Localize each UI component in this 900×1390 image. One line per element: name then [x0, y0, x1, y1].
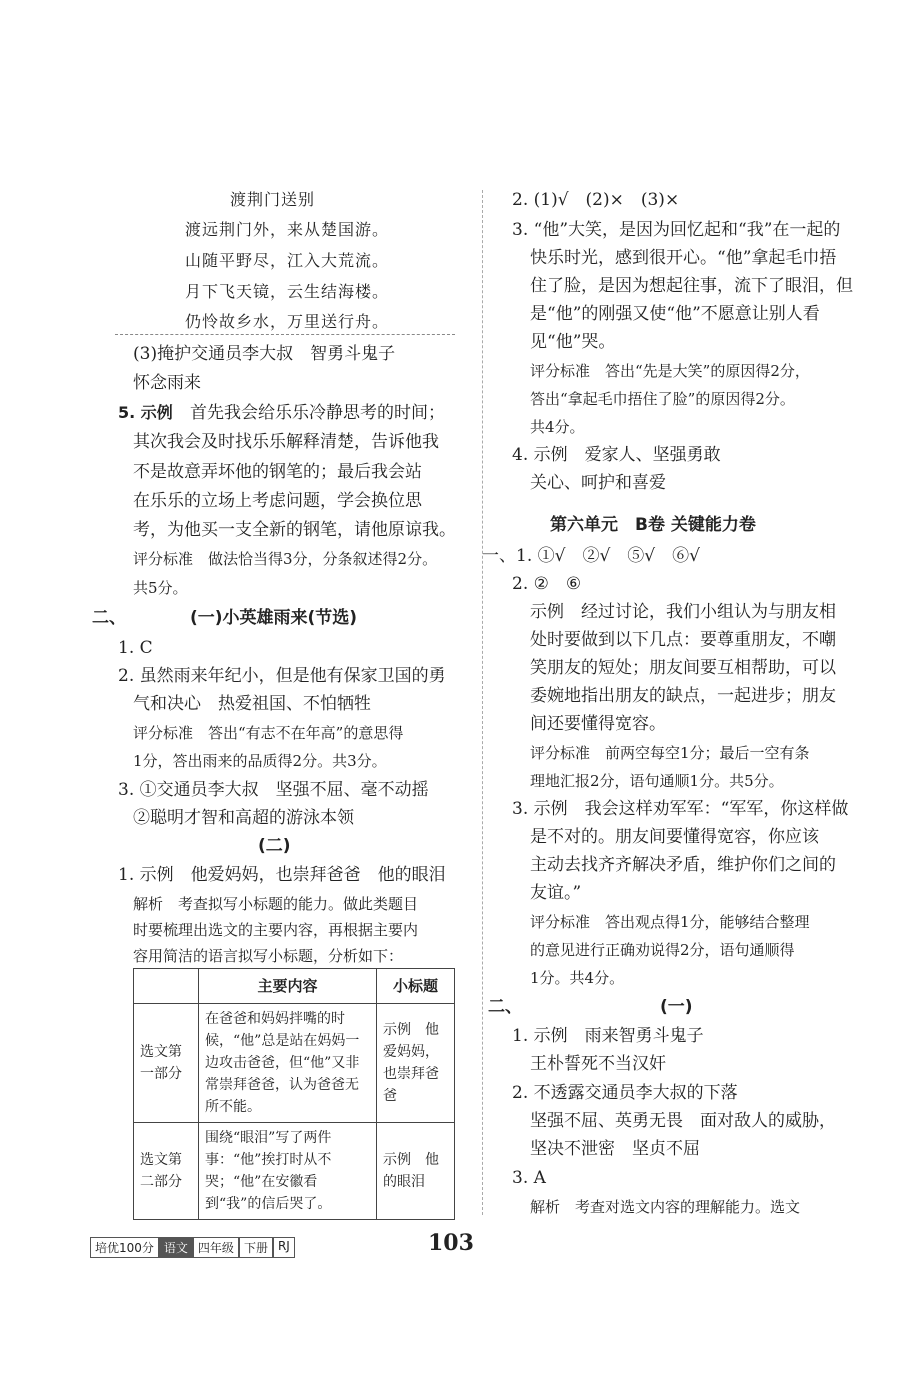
r-q3-score-2: 答出“拿起毛巾捂住了脸”的原因得2分。 [530, 390, 795, 408]
u-q2-score-2: 理地汇报2分，语句通顺1分。共5分。 [530, 772, 784, 790]
u-q2-example-5: 间还要懂得宽容。 [530, 714, 666, 734]
footer-brand: 培优100分 [90, 1237, 159, 1258]
u-q2-example-2: 处时要做到以下几点：要尊重朋友，不嘲 [530, 630, 836, 650]
table-cell: 选文第一部分 [134, 1004, 199, 1123]
q5-line-1: 首先我会给乐乐冷静思考的时间； [190, 403, 445, 423]
r-q3-line-4: 是“他”的刚强又使“他”不愿意让别人看 [530, 304, 820, 324]
u-q3-score-1: 评分标准 答出观点得1分，能够结合整理 [530, 913, 810, 931]
poem-line-3: 月下飞天镜，云生结海楼。 [185, 282, 390, 301]
r-q3-score-1: 评分标准 答出“先是大笑”的原因得2分， [530, 362, 810, 380]
u-q3-line-4: 友谊。” [530, 883, 582, 903]
q5-line-5: 考，为他买一支全新的钢笔，请他原谅我。 [133, 520, 456, 540]
poem-line-4: 仍怜故乡水，万里送行舟。 [185, 312, 390, 331]
s2-q2-score-1: 评分标准 答出“有志不在年高”的意思得 [133, 724, 404, 742]
s2-q3-line-1: 3. ①交通员李大叔 坚强不屈、毫不动摇 [118, 780, 429, 800]
u-q3-line-2: 是不对的。朋友间要懂得宽容，你应该 [530, 827, 819, 847]
poem-line-2: 山随平野尽，江入大荒流。 [185, 251, 390, 270]
q3-item3-a: (3)掩护交通员李大叔 智勇斗鬼子 [133, 344, 396, 364]
u-q3-line-3: 主动去找齐齐解决矛盾，维护你们之间的 [530, 855, 836, 875]
page-number: 103 [428, 1230, 474, 1256]
u-q2-example-3: 笑朋友的短处；朋友间要互相帮助，可以 [530, 658, 836, 678]
r2-q3-analysis: 解析 考查对选文内容的理解能力。选文 [530, 1198, 801, 1216]
table-header-cell: 小标题 [377, 969, 455, 1004]
q5-line-3: 不是故意弄坏他的钢笔的；最后我会站 [133, 462, 422, 482]
s2-q2-line-1: 2. 虽然雨来年纪小，但是他有保家卫国的勇 [118, 666, 446, 686]
table-cell: 选文第二部分 [134, 1123, 199, 1220]
r2-q2-line-2: 坚强不屈、英勇无畏 面对敌人的威胁， [530, 1111, 836, 1131]
table-header-row [134, 969, 455, 1004]
table-cell: 示例 他爱妈妈，也崇拜爸爸 [377, 1004, 455, 1123]
u-q3-line-1: 3. 示例 我会这样劝军军：“军军，你这样做 [512, 799, 849, 819]
r-q3-line-2: 快乐时光，感到很开心。“他”拿起毛巾捂 [530, 248, 837, 268]
column-divider [482, 190, 483, 1215]
poem-divider [115, 334, 455, 335]
u-q3-score-2: 的意见进行正确劝说得2分，语句通顺得 [530, 941, 795, 959]
r-q4-line-1: 4. 示例 爱家人、坚强勇敢 [512, 445, 721, 465]
poem-title: 渡荆门送别 [230, 190, 316, 209]
r2-q1-line-1: 1. 示例 雨来智勇斗鬼子 [512, 1026, 704, 1046]
p2-q1-analysis-2: 时要梳理出选文的主要内容，再根据主要内 [133, 921, 419, 939]
q5-line-4: 在乐乐的立场上考虑问题，学会换位思 [133, 491, 422, 511]
poem-line-1: 渡远荆门外，来从楚国游。 [185, 220, 390, 239]
table-cell: 围绕“眼泪”写了两件事：“他”挨打时从不哭；“他”在安徽看到“我”的信后哭了。 [199, 1123, 377, 1220]
table-row [134, 1123, 455, 1220]
q5-total: 共5分。 [133, 579, 188, 597]
table-header-cell: 主要内容 [199, 969, 377, 1004]
u-q2-example-4: 委婉地指出朋友的缺点，一起进步；朋友 [530, 686, 836, 706]
u-q2-score-1: 评分标准 前两空每空1分；最后一空有条 [530, 744, 810, 762]
footer-badge [90, 1237, 295, 1258]
p2-q1-analysis-3: 容用简洁的语言拟写小标题，分析如下： [133, 947, 404, 965]
footer-volume: 下册 [239, 1237, 273, 1258]
r-q4-line-2: 关心、呵护和喜爱 [530, 473, 666, 493]
r2-q2-line-3: 坚决不泄密 坚贞不屈 [530, 1139, 700, 1159]
subsection2-title: (二) [258, 836, 291, 856]
s2-q1: 1. C [118, 638, 153, 658]
r-section2-title: (一) [660, 997, 693, 1017]
table-row [134, 1004, 455, 1123]
footer-grade: 四年级 [193, 1237, 239, 1258]
r-q3-line-3: 住了脸，是因为想起往事，流下了眼泪，但 [530, 276, 853, 296]
u-q3-score-3: 1分。共4分。 [530, 969, 625, 987]
u-q2-example-1: 示例 经过讨论，我们小组认为与朋友相 [530, 602, 836, 622]
table-cell: 在爸爸和妈妈拌嘴的时候，“他”总是站在妈妈一边攻击爸爸，但“他”又非常崇拜爸爸，认为爸爸无所不能。 [199, 1004, 377, 1123]
q5-line-2: 其次我会及时找乐乐解释清楚，告诉他我 [133, 432, 439, 452]
p2-q1: 1. 示例 他爱妈妈，也崇拜爸爸 他的眼泪 [118, 865, 446, 885]
r-q3-line-5: 见“他”哭。 [530, 332, 616, 352]
r2-q1-line-2: 王朴誓死不当汉奸 [530, 1054, 666, 1074]
r-section2-label: 二、 [488, 997, 522, 1017]
u-q1: 一、1. ①√ ②√ ⑤√ ⑥√ [482, 546, 700, 566]
q3-item3-b: 怀念雨来 [133, 373, 201, 393]
s2-q2-score-2: 1分，答出雨来的品质得2分。共3分。 [133, 752, 387, 770]
table-header-cell [134, 969, 199, 1004]
unit-title: 第六单元 B卷 关键能力卷 [550, 515, 756, 535]
q5-label: 5. 示例 [118, 403, 173, 422]
s2-q2-line-2: 气和决心 热爱祖国、不怕牺牲 [133, 694, 371, 714]
s2-q3-line-2: ②聪明才智和高超的游泳本领 [133, 808, 354, 828]
r-q3-line-1: 3. “他”大笑，是因为回忆起和“我”在一起的 [512, 220, 841, 240]
summary-table [133, 968, 455, 1220]
r2-q3: 3. A [512, 1168, 546, 1188]
section2-title: (一)小英雄雨来(节选) [190, 608, 358, 628]
r2-q2-line-1: 2. 不透露交通员李大叔的下落 [512, 1083, 738, 1103]
u-q2: 2. ② ⑥ [512, 574, 582, 594]
r-q2: 2. (1)√ (2)× (3)× [512, 190, 680, 210]
r-q3-score-3: 共4分。 [530, 418, 585, 436]
footer-edition: RJ [273, 1237, 295, 1258]
section2-label: 二、 [92, 608, 126, 628]
q5-score: 评分标准 做法恰当得3分，分条叙述得2分。 [133, 550, 438, 568]
table-cell: 示例 他的眼泪 [377, 1123, 455, 1220]
p2-q1-analysis-1: 解析 考查拟写小标题的能力。做此类题目 [133, 895, 419, 913]
footer-subject: 语文 [159, 1237, 193, 1258]
